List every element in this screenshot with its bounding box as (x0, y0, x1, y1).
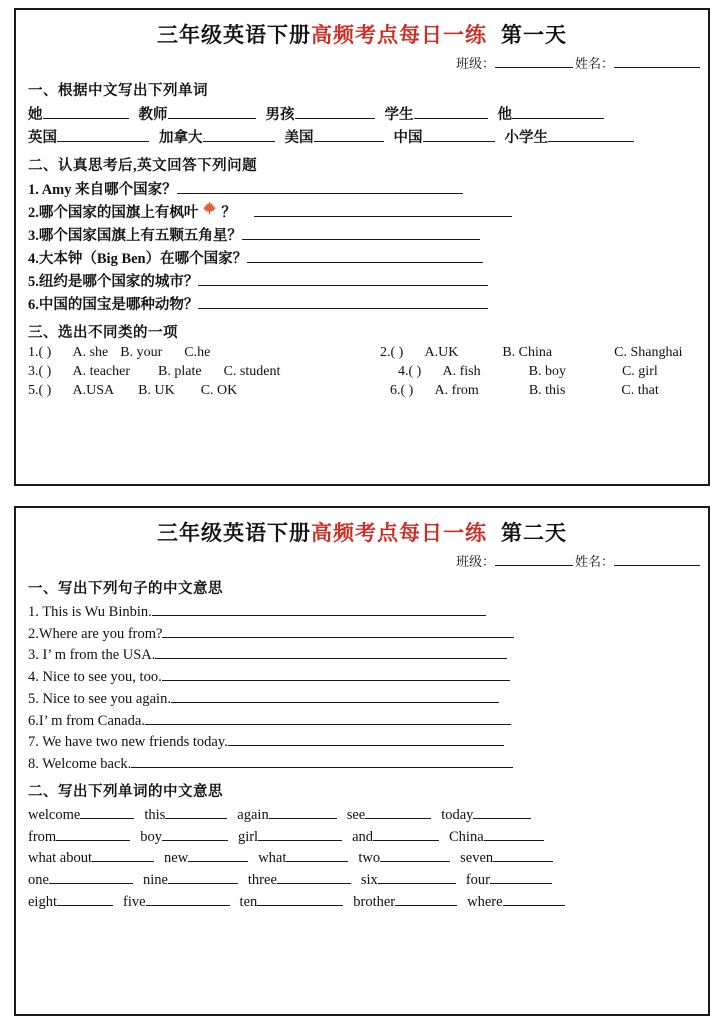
word-blank-item (441, 804, 531, 824)
mc-answer-paren[interactable]: ( ) (38, 383, 52, 398)
word-label: girl (237, 828, 259, 845)
word-answer-blank[interactable] (493, 848, 553, 863)
mc-option[interactable]: B. UK (138, 383, 175, 398)
word-answer-blank[interactable] (373, 826, 439, 841)
word-label: 他 (497, 107, 512, 123)
word-label: 美国 (284, 130, 314, 146)
answer-blank[interactable] (162, 623, 514, 638)
worksheet-day-1 (14, 8, 710, 486)
word-label: 学生 (384, 107, 414, 123)
mc-question-left (28, 364, 398, 380)
answer-blank[interactable] (171, 688, 499, 703)
word-answer-blank[interactable] (378, 869, 456, 884)
class-label: 班级： (455, 554, 495, 569)
answer-blank[interactable] (254, 202, 512, 217)
word-blank-item (143, 869, 238, 889)
word-label: three (247, 872, 277, 889)
mc-number: 1. (28, 345, 39, 360)
mc-number: 3. (28, 364, 39, 379)
word-blank-item (159, 126, 275, 147)
question-row (28, 247, 708, 268)
question-row (28, 270, 708, 291)
word-label: 她 (28, 107, 43, 123)
mc-option[interactable]: A. teacher (72, 364, 131, 379)
word-answer-blank[interactable] (269, 804, 337, 819)
word-answer-blank[interactable] (168, 869, 238, 884)
question-row (28, 201, 708, 222)
question-row (28, 178, 708, 199)
title-highlight: 高频考点每日一练 (311, 23, 487, 47)
word-blank-item (394, 126, 495, 147)
question-row (28, 732, 708, 752)
word-blank-item (237, 804, 336, 824)
title-subject: 三年级英语下册 (157, 23, 311, 47)
question-row (28, 645, 708, 665)
mc-answer-paren[interactable]: ( ) (400, 383, 414, 398)
class-input-blank[interactable] (495, 565, 573, 566)
name-field (575, 551, 700, 570)
question-text: 6.I’ m from Canada. (28, 712, 145, 729)
word-blank-item (498, 103, 605, 124)
word-blank-row (28, 891, 708, 911)
mc-option[interactable]: A. she (72, 345, 109, 360)
question-row (28, 710, 708, 730)
word-answer-blank[interactable] (188, 848, 248, 863)
title-highlight: 高频考点每日一练 (311, 521, 487, 545)
word-answer-blank[interactable] (512, 104, 604, 119)
mc-option[interactable]: B. your (120, 345, 163, 360)
question-text: 4. Nice to see you, too. (28, 669, 162, 686)
mc-answer-paren[interactable]: ( ) (38, 364, 52, 379)
word-answer-blank[interactable] (414, 104, 488, 119)
word-answer-blank[interactable] (56, 826, 130, 841)
answer-blank[interactable] (242, 225, 480, 240)
mc-option[interactable]: B. plate (158, 364, 202, 379)
word-blank-row (28, 103, 708, 124)
name-input-blank[interactable] (614, 67, 700, 68)
mc-number: 2. (380, 345, 391, 360)
word-label: 加拿大 (159, 130, 203, 146)
word-blank-item (358, 848, 450, 868)
word-label: 教师 (138, 107, 168, 123)
question-text: 8. Welcome back. (28, 756, 132, 773)
question-row (28, 688, 708, 708)
answer-blank[interactable] (155, 645, 507, 660)
question-row (28, 753, 708, 773)
name-field (575, 53, 700, 72)
mc-number: 5. (28, 383, 39, 398)
answer-blank[interactable] (145, 710, 511, 725)
word-answer-blank[interactable] (43, 104, 129, 119)
question-text: 2.Where are you from? (28, 625, 163, 642)
class-input-blank[interactable] (495, 67, 573, 68)
question-text: 5. Nice to see you again. (28, 690, 171, 707)
word-blank-row (28, 126, 708, 147)
section-heading: 一、根据中文写出下列单词 (28, 83, 208, 99)
answer-blank[interactable] (152, 601, 486, 616)
section-heading: 三、选出不同类的一项 (28, 325, 178, 341)
mc-option[interactable]: C.he (184, 345, 211, 360)
student-id-line (16, 551, 708, 570)
word-blank-item (238, 826, 342, 846)
page-title (16, 19, 708, 49)
mc-question-left (28, 345, 380, 361)
answer-blank[interactable] (247, 248, 483, 263)
word-label: eight (28, 893, 57, 910)
word-label: two (358, 850, 381, 867)
class-field (456, 53, 573, 72)
word-blank-item (460, 848, 553, 868)
question-row (28, 293, 708, 314)
word-answer-blank[interactable] (257, 891, 343, 906)
word-label: six (360, 872, 378, 889)
mc-question-right (380, 345, 683, 361)
mc-option[interactable]: A. fish (442, 364, 481, 379)
mc-option[interactable]: A.UK (424, 345, 459, 360)
word-label: five (123, 893, 146, 910)
answer-blank[interactable] (162, 666, 510, 681)
word-label: again (237, 806, 269, 823)
word-blank-item (28, 103, 129, 124)
word-answer-blank[interactable] (57, 127, 149, 142)
mc-question-left (28, 383, 390, 399)
word-blank-item (467, 891, 564, 911)
mc-option[interactable]: A.USA (72, 383, 115, 398)
answer-blank[interactable] (198, 294, 488, 309)
word-answer-blank[interactable] (484, 826, 544, 841)
word-blank-item (139, 103, 256, 124)
answer-blank[interactable] (198, 271, 488, 286)
multiple-choice-row (28, 364, 708, 380)
word-label: brother (353, 893, 396, 910)
answer-blank[interactable] (131, 753, 513, 768)
word-label: nine (142, 872, 168, 889)
word-answer-blank[interactable] (490, 869, 552, 884)
answer-blank[interactable] (228, 732, 504, 747)
word-answer-blank[interactable] (503, 891, 565, 906)
word-answer-blank[interactable] (277, 869, 351, 884)
maple-leaf-icon (201, 201, 218, 217)
word-answer-blank[interactable] (258, 826, 342, 841)
word-blank-item (385, 103, 488, 124)
title-subject: 三年级英语下册 (157, 521, 311, 545)
word-answer-blank[interactable] (314, 127, 384, 142)
word-label: what about (28, 850, 93, 867)
question-text: 1. This is Wu Binbin. (28, 603, 152, 620)
word-answer-blank[interactable] (168, 104, 256, 119)
word-blank-item (353, 891, 457, 911)
word-blank-item (28, 891, 113, 911)
word-blank-item (123, 891, 230, 911)
mc-option[interactable]: B. boy (528, 364, 566, 379)
word-label: and (352, 828, 374, 845)
word-blank-item (352, 826, 439, 846)
mc-option[interactable]: C. OK (200, 383, 238, 398)
word-blank-row (28, 848, 708, 868)
section-heading: 二、认真思考后,英文回答下列问题 (28, 158, 258, 174)
multiple-choice-row (28, 345, 708, 361)
word-label: ten (239, 893, 258, 910)
word-answer-blank[interactable] (548, 127, 634, 142)
word-answer-blank[interactable] (380, 848, 450, 863)
word-label: 小学生 (504, 130, 548, 146)
mc-question-right (398, 364, 658, 380)
word-label: what (258, 850, 287, 867)
mc-option[interactable]: A. from (434, 383, 479, 398)
word-blank-item (449, 826, 544, 846)
name-input-blank[interactable] (614, 565, 700, 566)
mc-option[interactable]: C. student (223, 364, 281, 379)
word-label: 男孩 (265, 107, 295, 123)
word-answer-blank[interactable] (395, 891, 457, 906)
word-blank-item (505, 126, 635, 147)
word-answer-blank[interactable] (162, 826, 228, 841)
word-blank-row (28, 826, 708, 846)
word-answer-blank[interactable] (92, 848, 154, 863)
word-label: seven (460, 850, 494, 867)
mc-number: 6. (390, 383, 401, 398)
word-label: new (164, 850, 189, 867)
name-label: 姓名： (574, 56, 614, 71)
word-blank-row (28, 804, 708, 824)
word-answer-blank[interactable] (57, 891, 113, 906)
word-blank-item (144, 804, 227, 824)
word-blank-item (28, 126, 149, 147)
word-blank-item (466, 869, 552, 889)
word-answer-blank[interactable] (49, 869, 133, 884)
multiple-choice-row (28, 383, 708, 399)
word-blank-item (28, 848, 154, 868)
question-text-suffix: ？ (221, 205, 236, 221)
word-answer-blank[interactable] (203, 127, 275, 142)
word-answer-blank[interactable] (473, 804, 531, 819)
word-blank-item (361, 869, 456, 889)
mc-answer-paren[interactable]: ( ) (390, 345, 404, 360)
word-answer-blank[interactable] (165, 804, 227, 819)
student-id-line (16, 53, 708, 72)
title-day-label: 第二天 (501, 521, 567, 545)
question-text: 3. I’ m from the USA. (28, 647, 156, 664)
word-blank-item (285, 126, 384, 147)
word-label: today (441, 806, 474, 823)
word-label: see (346, 806, 366, 823)
question-text: 3.哪个国家国旗上有五颗五角星？ (28, 228, 242, 244)
word-blank-item (140, 826, 228, 846)
question-row (28, 601, 708, 621)
word-label: one (28, 872, 49, 889)
question-text: 2.哪个国家的国旗上有枫叶 (28, 205, 199, 221)
question-text: 1. Amy 来自哪个国家？ (28, 182, 177, 198)
section-heading: 一、写出下列句子的中文意思 (28, 581, 223, 597)
word-answer-blank[interactable] (295, 104, 375, 119)
worksheet-day-2 (14, 506, 710, 1016)
question-text: 7. We have two new friends today. (28, 734, 228, 751)
word-blank-row (28, 869, 708, 889)
word-answer-blank[interactable] (286, 848, 348, 863)
question-text: 6.中国的国宝是哪种动物？ (28, 297, 199, 313)
word-label: four (465, 872, 490, 889)
word-label: 中国 (393, 130, 423, 146)
word-label: 英国 (28, 130, 57, 146)
word-label: this (144, 806, 166, 823)
word-answer-blank[interactable] (423, 127, 495, 142)
word-blank-item (248, 869, 351, 889)
mc-option[interactable]: C. girl (621, 364, 658, 379)
mc-option[interactable]: C. Shanghai (614, 345, 683, 360)
word-blank-item (28, 869, 133, 889)
question-row (28, 224, 708, 245)
word-blank-item (266, 103, 375, 124)
word-blank-item (258, 848, 348, 868)
word-blank-item (28, 826, 130, 846)
word-blank-item (240, 891, 344, 911)
mc-option[interactable]: B. China (502, 345, 553, 360)
word-answer-blank[interactable] (80, 804, 134, 819)
question-row (28, 623, 708, 643)
page-title (16, 517, 708, 547)
word-label: from (28, 828, 57, 845)
class-label: 班级： (455, 56, 495, 71)
word-answer-blank[interactable] (365, 804, 431, 819)
mc-question-right (390, 383, 659, 399)
word-blank-item (347, 804, 432, 824)
word-label: boy (140, 828, 162, 845)
word-label: China (449, 828, 484, 845)
mc-option[interactable]: B. this (528, 383, 566, 398)
word-label: where (467, 893, 503, 910)
name-label: 姓名： (574, 554, 614, 569)
word-label: welcome (28, 806, 81, 823)
word-answer-blank[interactable] (146, 891, 230, 906)
answer-blank[interactable] (177, 179, 463, 194)
word-blank-item (28, 804, 134, 824)
question-row (28, 666, 708, 686)
mc-answer-paren[interactable]: ( ) (408, 364, 422, 379)
word-blank-item (164, 848, 248, 868)
question-text: 5.纽约是哪个国家的城市？ (28, 274, 199, 290)
mc-option[interactable]: C. that (621, 383, 659, 398)
question-text: 4.大本钟（Big Ben）在哪个国家？ (28, 251, 248, 267)
title-day-label: 第一天 (501, 23, 567, 47)
class-field (456, 551, 573, 570)
section-heading: 二、写出下列单词的中文意思 (28, 784, 223, 801)
mc-number: 4. (398, 364, 409, 379)
mc-answer-paren[interactable]: ( ) (38, 345, 52, 360)
